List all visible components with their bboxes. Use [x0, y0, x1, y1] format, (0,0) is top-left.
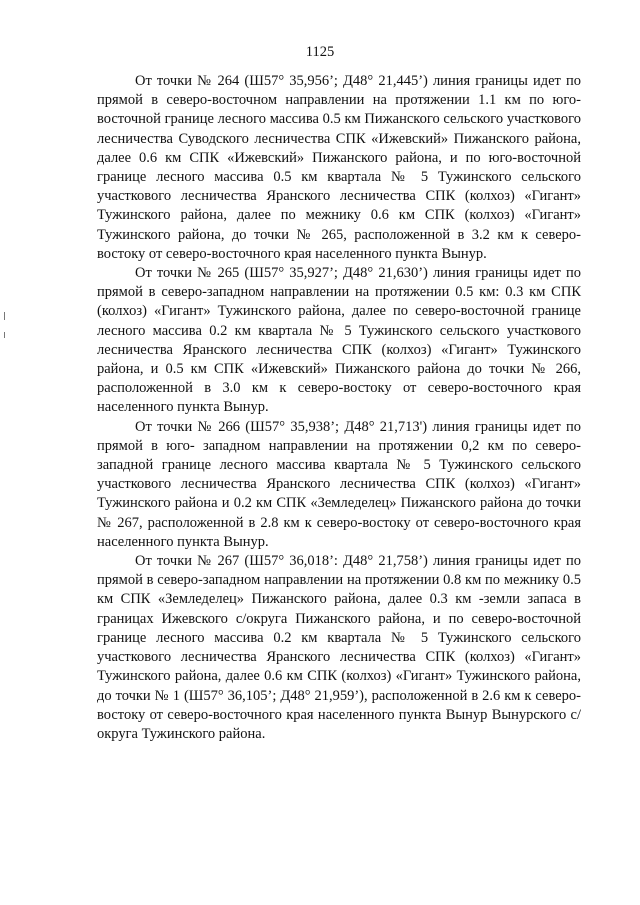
scan-edge-mark — [4, 332, 5, 338]
paragraph-point-267: От точки № 267 (Ш57° 36,018’: Д48° 21,758’) линия границы идет по прямой в северо-западном направлении на протяжении 0.8 км по межнику 0.5 км СПК «Земледелец» Пижанского района, далее 0.3 км -земли запаса в границах Ижевского с/округа Пижанского района, и по северо-восточной границе лесного массива 0.2 км квартала № 5 Тужинского сельского участкового лесничества Яранского лесничества СПК (колхоз) «Гигант» Тужинского района, далее 0.6 км СПК (колхоз) «Гигант» Тужинского района, до точки № 1 (Ш57° 36,105’; Д48° 21,959’), расположенной в 2.6 км к северо-востоку от северо-восточного края населенного пункта Вынур Вынурского с/округа Тужинского района. — [97, 553, 581, 742]
paragraph-point-266: От точки № 266 (Ш57° 35,938’; Д48° 21,713') линия границы идет по прямой в юго- западном направлении на протяжении 0,2 км по северо-западной границе лесного массива квартала № 5 Тужинского сельского участкового лесничества Яранского лесничества СПК (колхоз) «Гигант» Тужинского района и 0.2 км СПК «Земледелец» Пижанского района до точки № 267, расположенной в 2.8 км к северо-востоку от северо-восточного края населенного пункта Вынур. — [97, 418, 581, 550]
paragraph-point-264: От точки № 264 (Ш57° 35,956’; Д48° 21,445’) линия границы идет по прямой в северо-восточном направлении на протяжении 1.1 км по юго-восточной границе лесного массива 0.5 км Пижанского сельского участкового лесничества Суводского лесничества СПК «Ижевский» Пижанского района, далее 0.6 км СПК «Ижевский» Пижанского района, и по юго-восточной границе лесного массива 0.5 км квартала № 5 Тужинского сельского участкового лесничества Яранского лесничества СПК (колхоз) «Гигант» Тужинского района, далее по межнику 0.6 км СПК (колхоз) «Гигант» Тужинского района, до точки № 265, расположенной в 3.2 км к северо-востоку от северо-восточного края населенного пункта Вынур. — [97, 73, 581, 262]
scan-edge-mark — [4, 312, 5, 320]
page-number: 1125 — [305, 44, 335, 60]
paragraph-point-265: От точки № 265 (Ш57° 35,927’; Д48° 21,630’) линия границы идет по прямой в северо-западном направлении на протяжении 0.5 км: 0.3 км СПК (колхоз) «Гигант» Тужинского района, далее по северо-восточной границе лесного массива 0.2 км квартала № 5 Тужинского сельского участкового лесничества Яранского лесничества СПК (колхоз) «Гигант» Тужинского района, и 0.5 км СПК «Ижевский» Пижанского района до точки № 266, расположенной в 3.0 км к северо-востоку от северо-восточного края населенного пункта Вынур. — [97, 265, 581, 416]
document-body — [97, 72, 581, 744]
